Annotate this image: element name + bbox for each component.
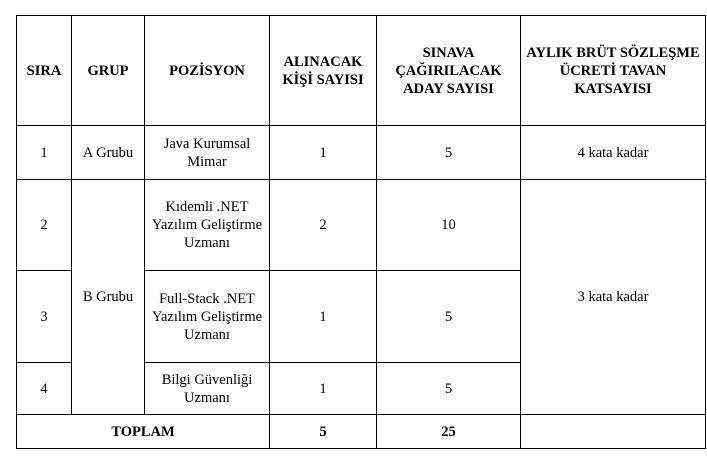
cell-alinacak: 1 (270, 271, 377, 363)
cell-alinacak: 1 (270, 363, 377, 415)
header-sira: SIRA (17, 16, 72, 126)
table-row (17, 126, 706, 180)
table-row (17, 180, 706, 271)
cell-ucret: 3 kata kadar (521, 180, 706, 415)
total-ucret (521, 415, 706, 449)
cell-sinava: 5 (377, 363, 521, 415)
cell-alinacak: 1 (270, 126, 377, 180)
cell-sira: 1 (17, 126, 72, 180)
cell-ucret: 4 kata kadar (521, 126, 706, 180)
hiring-positions-table (16, 15, 706, 449)
cell-alinacak: 2 (270, 180, 377, 271)
cell-pozisyon: Bilgi Güvenliği Uzmanı (145, 363, 270, 415)
cell-sira: 4 (17, 363, 72, 415)
header-aylik-brut-ucret-katsayisi: AYLIK BRÜT SÖZLEŞME ÜCRETİ TAVAN KATSAYISI (521, 16, 706, 126)
header-grup: GRUP (72, 16, 145, 126)
cell-pozisyon: Kıdemli .NET Yazılım Geliştirme Uzmanı (145, 180, 270, 271)
total-sinava: 25 (377, 415, 521, 449)
cell-grup: B Grubu (72, 180, 145, 415)
header-pozisyon: POZİSYON (145, 16, 270, 126)
header-alinacak-kisi-sayisi: ALINACAK KİŞİ SAYISI (270, 16, 377, 126)
total-row (17, 415, 706, 449)
cell-sinava: 5 (377, 271, 521, 363)
cell-grup: A Grubu (72, 126, 145, 180)
cell-sira: 2 (17, 180, 72, 271)
header-row (17, 16, 706, 126)
cell-sinava: 10 (377, 180, 521, 271)
total-alinacak: 5 (270, 415, 377, 449)
cell-sira: 3 (17, 271, 72, 363)
header-sinava-cagirilacak-aday-sayisi: SINAVA ÇAĞIRILACAK ADAY SAYISI (377, 16, 521, 126)
cell-sinava: 5 (377, 126, 521, 180)
total-label: TOPLAM (17, 415, 270, 449)
cell-pozisyon: Java Kurumsal Mimar (145, 126, 270, 180)
cell-pozisyon: Full-Stack .NET Yazılım Geliştirme Uzmanı (145, 271, 270, 363)
